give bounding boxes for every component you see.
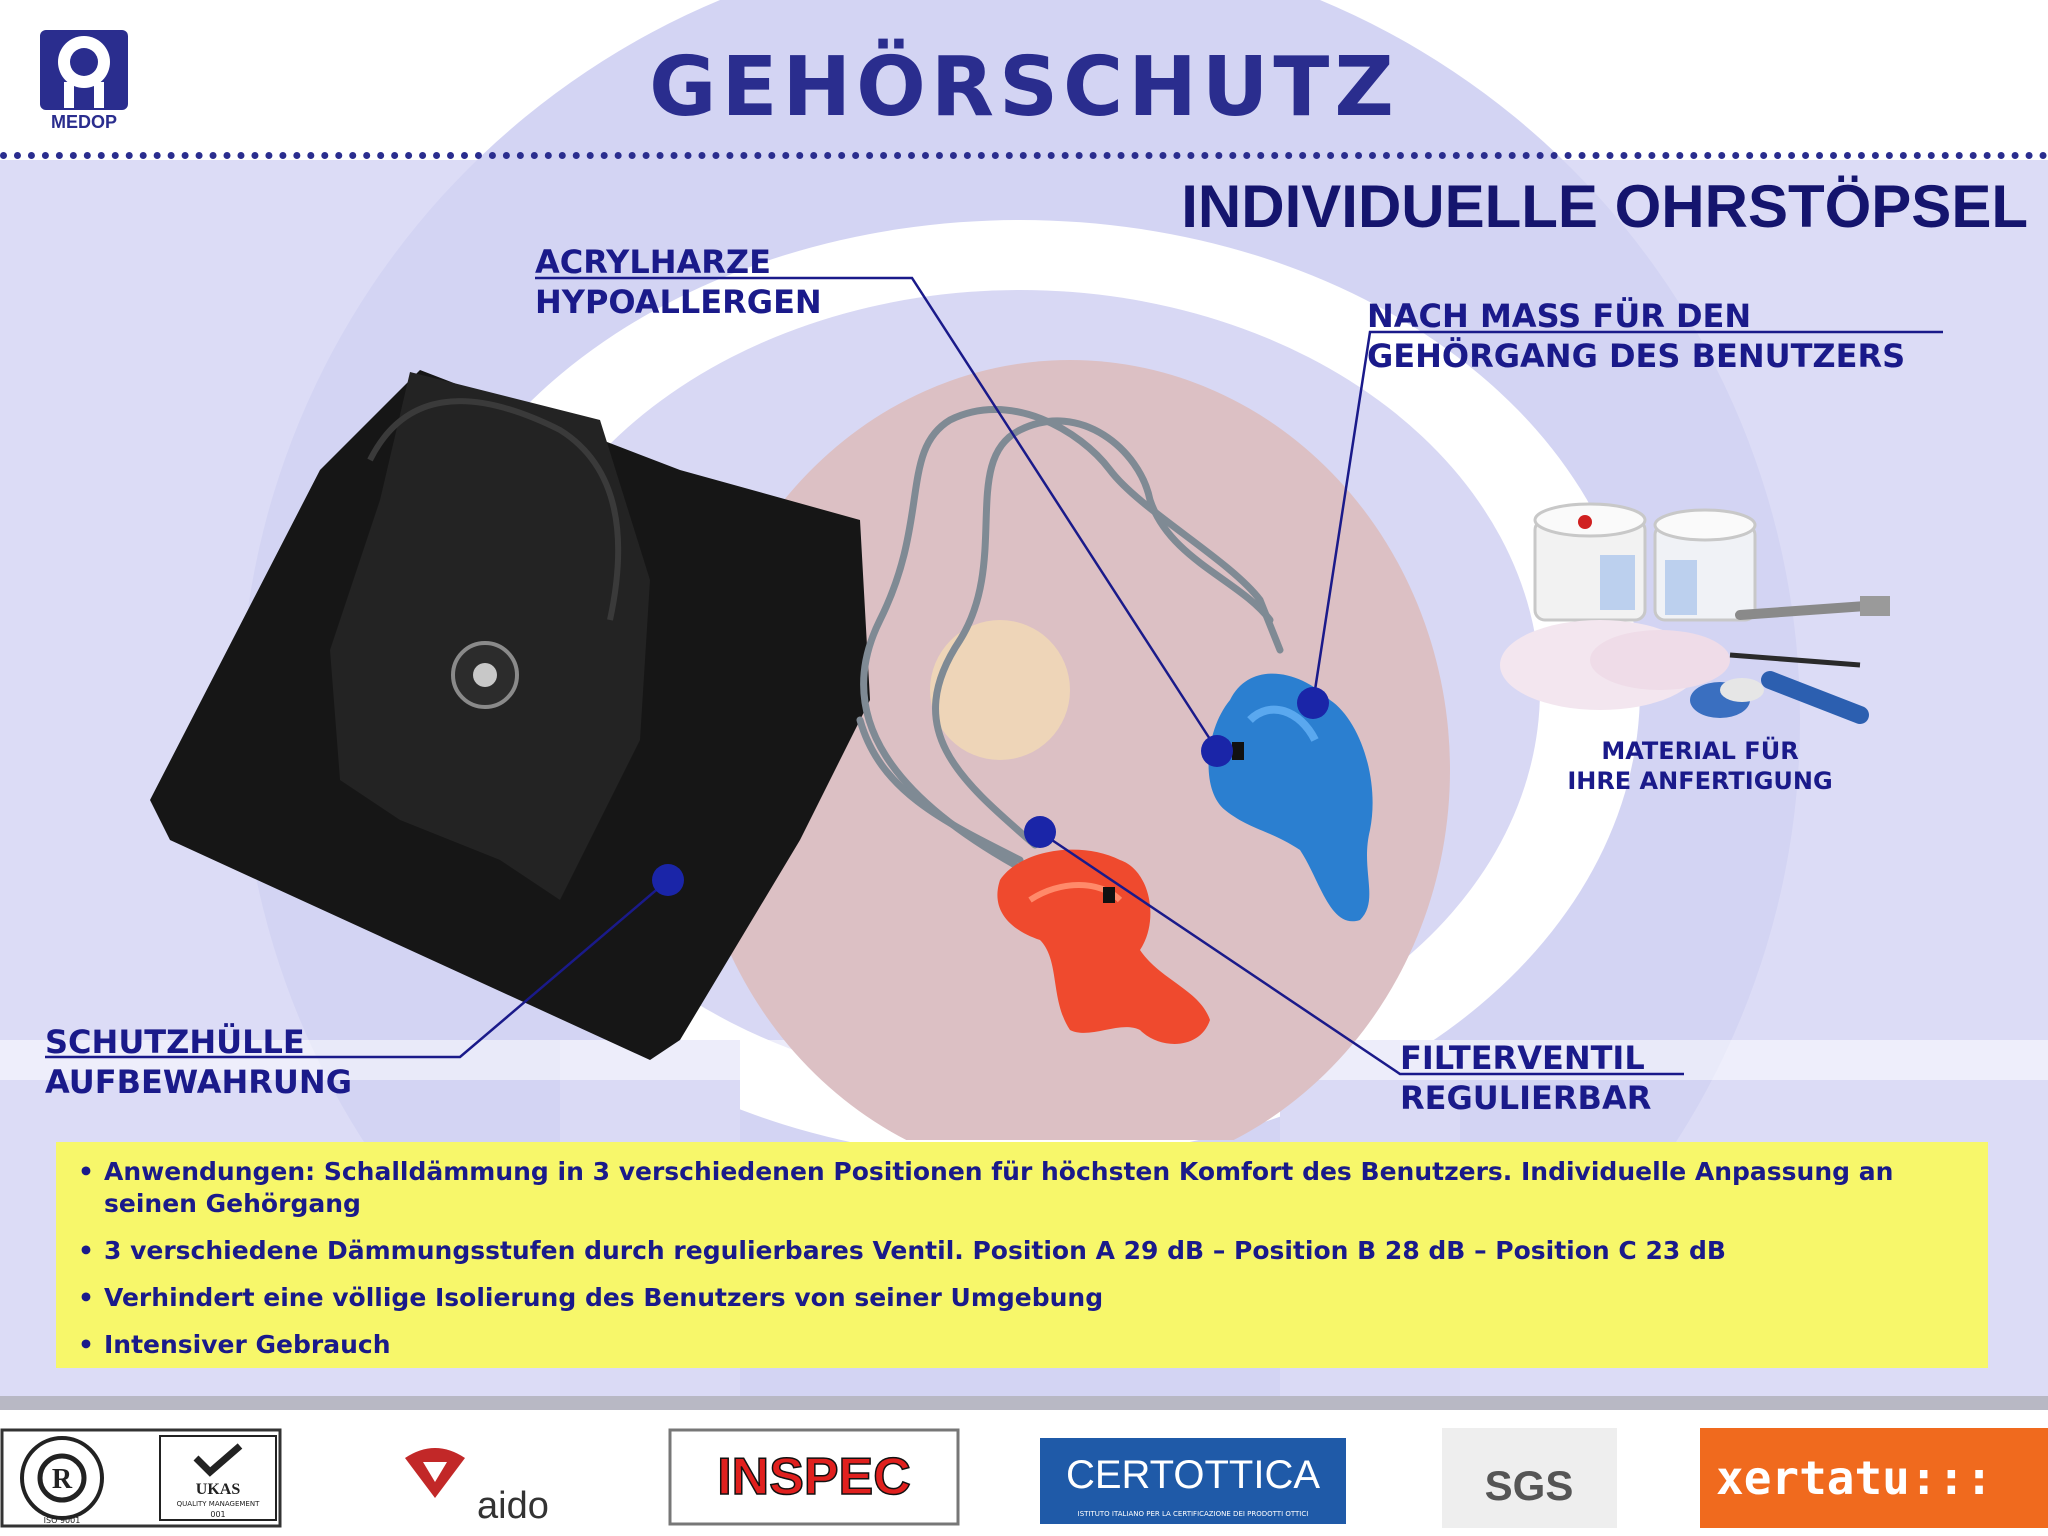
callout-custom-fit-line1: NACH MASS FÜR DEN [1367,297,1752,335]
page-title: GEHÖRSCHUTZ [649,40,1399,135]
callout-case [45,1022,352,1102]
svg-text:SGS: SGS [1484,1462,1574,1509]
callout-dot-custom-fit [1297,687,1329,719]
material-kit [1500,504,1890,718]
callout-filter [1400,1038,1651,1118]
ukas-certification-logo [0,1428,282,1528]
svg-text:aido: aido [477,1485,549,1527]
svg-text:R: R [51,1464,73,1495]
feature-item: • Verhindert eine völlige Isolierung des Benutzers von seiner Umgebung [78,1283,1104,1312]
feature-text: Intensiver Gebrauch [104,1330,391,1359]
features-box [56,1142,1988,1368]
logo-text: MEDOP [50,112,118,132]
callout-custom-fit [1367,296,1905,376]
callout-acrylic-line2: HYPOALLERGEN [535,283,822,321]
subtitle: INDIVIDUELLE OHRSTÖPSEL [1181,173,2028,240]
callout-case-line1: SCHUTZHÜLLE [45,1023,305,1061]
callout-acrylic [535,242,822,322]
callout-material [1520,736,1880,796]
sgs-logo [1442,1428,1617,1528]
callout-dot-acrylic [1201,735,1233,767]
xertatu-logo [1700,1428,2048,1528]
callout-filter-line1: FILTERVENTIL [1400,1039,1645,1077]
svg-text:INSPEC: INSPEC [717,1448,911,1506]
callout-dot-case [652,864,684,896]
callout-acrylic-line1: ACRYLHARZE [535,243,771,281]
callout-custom-fit-line2: GEHÖRGANG DES BENUTZERS [1367,337,1906,375]
highlight-glow [930,620,1070,760]
footer-divider [0,1396,2048,1410]
certottica-logo [1038,1428,1348,1528]
svg-text:ISTITUTO ITALIANO PER LA CERTI: ISTITUTO ITALIANO PER LA CERTIFICAZIONE DEI PRODOTTI OTTICI [1077,1510,1309,1518]
feature-item: • 3 verschiedene Dämmungsstufen durch regulierbares Ventil. Position A 29 dB – Position B 28 dB – Position C 23 dB [78,1236,1726,1265]
callout-filter-line2: REGULIERBAR [1400,1079,1652,1117]
callout-material-line1: MATERIAL FÜR [1601,737,1799,765]
feature-item: • Anwendungen: Schalldämmung in 3 verschiedenen Positionen für höchsten Komfort des Benutzers. Individuelle Anpassung an seinen Gehörgang [78,1156,1966,1220]
feature-text: 3 verschiedene Dämmungsstufen durch regulierbares Ventil. Position A 29 dB – Position B 28 dB – Position C 23 dB [104,1236,1726,1265]
aido-logo [395,1428,575,1528]
svg-text:QUALITY MANAGEMENT: QUALITY MANAGEMENT [176,1500,260,1508]
callout-case-line2: AUFBEWAHRUNG [45,1063,352,1101]
svg-text:xertatu:::: xertatu::: [1716,1451,1993,1505]
callout-dot-filter [1024,816,1056,848]
inspec-logo [668,1428,960,1528]
svg-text:001: 001 [210,1510,226,1519]
feature-text: Verhindert eine völlige Isolierung des Benutzers von seiner Umgebung [104,1283,1104,1312]
feature-item: • Intensiver Gebrauch [78,1330,391,1359]
svg-text:ISO 9001: ISO 9001 [43,1516,81,1525]
callout-material-line2: IHRE ANFERTIGUNG [1567,767,1833,795]
svg-text:CERTOTTICA: CERTOTTICA [1065,1453,1321,1497]
svg-text:UKAS: UKAS [195,1481,241,1498]
feature-text: Anwendungen: Schalldämmung in 3 verschiedenen Positionen für höchsten Komfort des Benutzers. Individuelle Anpassung an seinen Gehörgang [104,1157,1894,1218]
